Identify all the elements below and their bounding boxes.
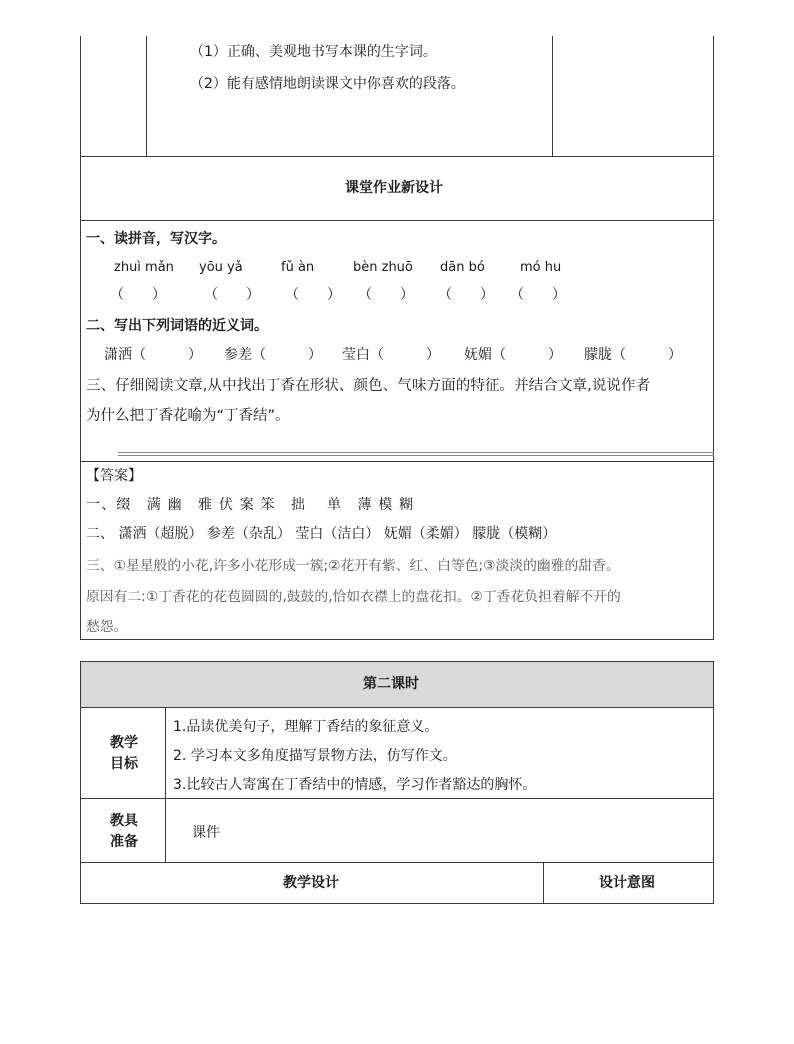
goal-item-3: 3.比较古人寄寓在丁香结中的情感，学习作者豁达的胸怀。 — [173, 777, 537, 793]
pinyin-4: bèn zhuō — [353, 260, 413, 275]
pinyin-3: fǔ àn — [281, 260, 315, 275]
synonym-item-4: 妩媚（ ） — [464, 347, 562, 363]
question-1-heading: 一、读拼音，写汉字。 — [86, 231, 226, 247]
blank-1: （ ） — [110, 287, 166, 303]
blank-6: （ ） — [510, 287, 566, 303]
goal-label-line-2: 目标 — [110, 756, 138, 772]
pinyin-5: dān bó — [440, 260, 485, 275]
blank-5: （ ） — [438, 287, 494, 303]
lesson-title: 第二课时 — [363, 676, 419, 692]
synonym-item-1: 潇洒（ ） — [104, 347, 202, 363]
answer-line-1: 一、缀 满 幽 雅 伏 案 笨 拙 单 薄 模 糊 — [86, 497, 415, 513]
design-intent-header: 设计意图 — [599, 875, 655, 891]
tools-label-line-1: 教具 — [110, 813, 138, 829]
blank-4: （ ） — [358, 287, 414, 303]
tools-value: 课件 — [192, 825, 220, 841]
tools-label-line-2: 准备 — [110, 834, 138, 850]
pinyin-2: yōu yǎ — [199, 260, 243, 275]
blank-3: （ ） — [285, 287, 341, 303]
question-2-heading: 二、写出下列词语的近义词。 — [86, 318, 268, 334]
question-3-line-2: 为什么把丁香花喻为“丁香结”。 — [86, 408, 290, 424]
pinyin-1: zhuì mǎn — [114, 260, 174, 275]
answers-label: 【答案】 — [86, 468, 142, 484]
homework-title: 课堂作业新设计 — [345, 180, 443, 196]
answer-line-5: 愁怨。 — [86, 619, 128, 635]
blank-2: （ ） — [204, 287, 260, 303]
goal-item-2: 2. 学习本文多角度描写景物方法，仿写作文。 — [173, 748, 457, 764]
goal-label-line-1: 教学 — [110, 735, 138, 751]
answer-line-3: 三、①星星般的小花,许多小花形成一簇;②花开有紫、红、白等色;③淡淡的幽雅的甜香。 — [86, 558, 620, 574]
objective-1: （1）正确、美观地书写本课的生字词。 — [190, 44, 437, 60]
objective-2: （2）能有感情地朗读课文中你喜欢的段落。 — [190, 76, 465, 92]
answer-line-4: 原因有二:①丁香花的花苞圆圆的,鼓鼓的,恰如衣襟上的盘花扣。②丁香花负担着解不开的 — [86, 589, 621, 605]
synonym-item-3: 莹白（ ） — [342, 347, 440, 363]
question-3-line-1: 三、仔细阅读文章,从中找出丁香在形状、颜色、气味方面的特征。并结合文章,说说作者 — [86, 378, 651, 394]
synonym-item-5: 朦胧（ ） — [584, 347, 682, 363]
pinyin-6: mó hu — [520, 260, 562, 275]
goal-item-1: 1.品读优美句子，理解丁香结的象征意义。 — [173, 719, 439, 735]
answer-line-2: 二、 潇洒（超脱） 参差（杂乱） 莹白（洁白） 妩媚（柔媚） 朦胧（模糊） — [86, 526, 557, 542]
teaching-design-header: 教学设计 — [283, 875, 339, 891]
synonym-item-2: 参差（ ） — [224, 347, 322, 363]
